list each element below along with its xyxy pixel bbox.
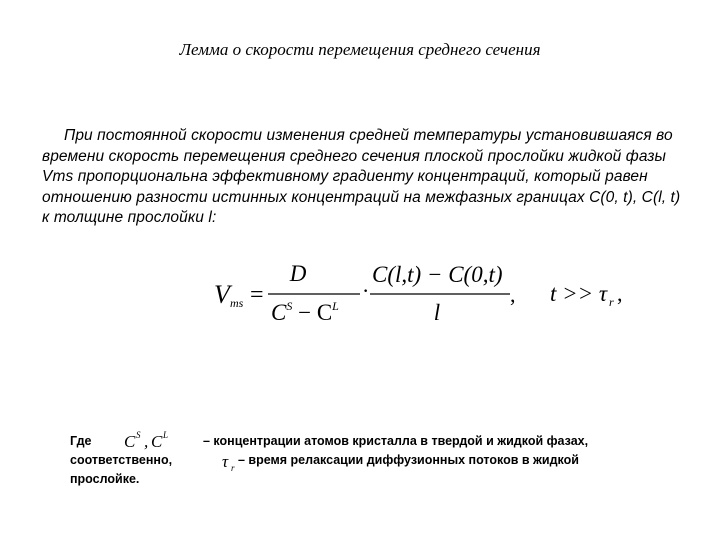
formula-condition: t >> τ bbox=[550, 281, 608, 306]
svg-text:C: C bbox=[124, 432, 136, 451]
slide-title: Лемма о скорости перемещения среднего сечения bbox=[179, 40, 541, 59]
footnote-concentration-desc: – концентрации атомов кристалла в твердой и жидкой фазах, bbox=[203, 434, 589, 448]
velocity-formula bbox=[210, 258, 630, 338]
svg-text:,: , bbox=[144, 432, 149, 451]
footnote-line-3: прослойке. bbox=[70, 472, 140, 486]
frac1-numerator: D bbox=[289, 261, 307, 286]
footnote-where: Где bbox=[70, 434, 92, 448]
svg-text:r: r bbox=[231, 463, 235, 473]
svg-text:L: L bbox=[163, 430, 169, 440]
formula-trailing-comma: , bbox=[617, 281, 623, 306]
footnote-line-1 bbox=[70, 432, 670, 451]
svg-text:C: C bbox=[151, 432, 163, 451]
footnote-respectively: соответственно, bbox=[70, 453, 173, 467]
lemma-statement: При постоянной скорости изменения средней температуры установившаяся во времени скорость перемещения среднего сечения плоской прослойки жидкой фазы Vms пропорциональна эффективному градиенту концентраций, который равен отношению разности истинных концентраций на межфазных границах C(0, t), C(l, t) к толщине прослойки l: bbox=[42, 127, 681, 226]
svg-text:S: S bbox=[136, 430, 141, 440]
footnote-relaxation-desc: – время релаксации диффузионных потоков в жидкой bbox=[238, 453, 579, 467]
svg-text:τ: τ bbox=[222, 452, 229, 471]
footnote-line-2 bbox=[70, 451, 670, 473]
frac2-numerator: C(l,t) − C(0,t) bbox=[372, 262, 503, 287]
formula-condition-sub: r bbox=[609, 295, 614, 309]
formula-comma: , bbox=[510, 282, 516, 307]
frac1-denominator: $C^S - C^L$ bbox=[271, 299, 339, 325]
formula-lhs-sub: ms bbox=[230, 296, 244, 310]
formula-dot: · bbox=[362, 278, 370, 303]
formula-equals: = bbox=[250, 282, 264, 308]
frac2-denominator: l bbox=[433, 300, 441, 325]
footnote bbox=[70, 432, 670, 489]
formula-lhs: V bbox=[214, 280, 230, 309]
